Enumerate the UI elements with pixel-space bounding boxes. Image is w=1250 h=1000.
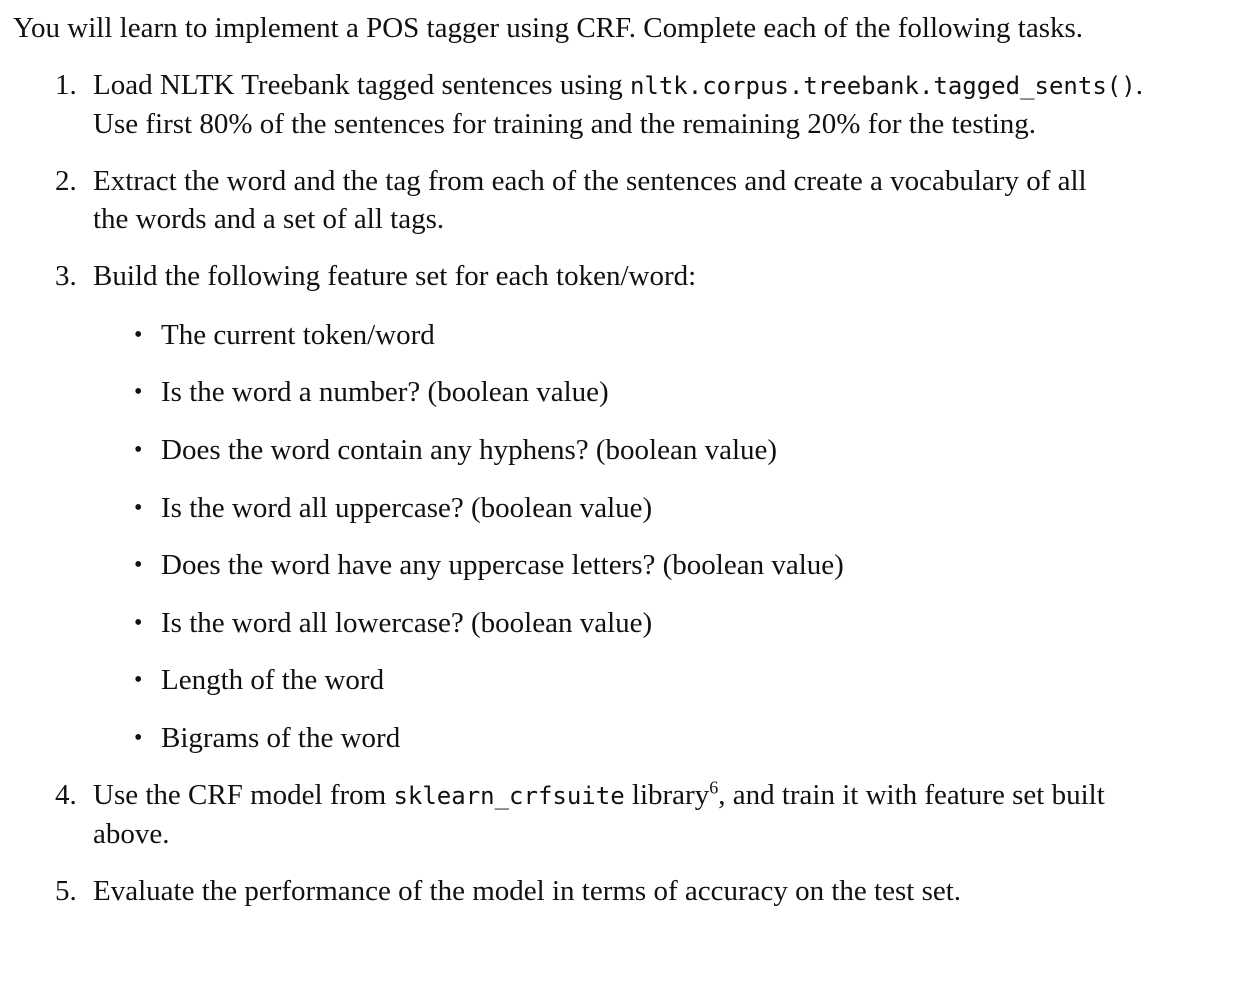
- task-4-code: sklearn_crfsuite: [393, 782, 625, 810]
- task-4-number: 4.: [55, 779, 77, 811]
- bullet-icon: •: [134, 610, 143, 636]
- footnote-marker[interactable]: 6: [709, 777, 719, 798]
- task-2-number: 2.: [55, 165, 77, 197]
- task-1-text: Load NLTK Treebank tagged sentences using: [93, 69, 630, 101]
- task-4-line-1: [93, 776, 1105, 815]
- feature-item-8: Bigrams of the word: [161, 722, 401, 754]
- bullet-icon: •: [134, 322, 143, 348]
- feature-item-4: Is the word all uppercase? (boolean value): [161, 492, 653, 524]
- task-3-number: 3.: [55, 260, 77, 292]
- task-5-number: 5.: [55, 875, 77, 907]
- bullet-icon: •: [134, 552, 143, 578]
- feature-item-7: Length of the word: [161, 664, 385, 696]
- bullet-icon: •: [134, 437, 143, 463]
- task-4-text-end: , and train it with feature set built: [718, 779, 1105, 811]
- bullet-icon: •: [134, 667, 143, 693]
- task-1-code: nltk.corpus.treebank.tagged_sents(): [629, 72, 1136, 100]
- task-2-line-2: the words and a set of all tags.: [93, 203, 445, 235]
- feature-item-5: Does the word have any uppercase letters? (boolean value): [161, 549, 844, 581]
- task-1-line-1: [93, 66, 1143, 105]
- task-1-period: .: [1135, 69, 1143, 101]
- task-4-text: Use the CRF model from: [93, 779, 394, 811]
- bullet-icon: •: [134, 725, 143, 751]
- feature-item-1: The current token/word: [161, 319, 435, 351]
- task-1-line-2: Use first 80% of the sentences for training and the remaining 20% for the testing.: [93, 108, 1037, 140]
- task-1-number: 1.: [55, 69, 77, 101]
- feature-item-3: Does the word contain any hyphens? (boolean value): [161, 434, 778, 466]
- feature-item-2: Is the word a number? (boolean value): [161, 376, 609, 408]
- bullet-icon: •: [134, 379, 143, 405]
- feature-item-6: Is the word all lowercase? (boolean value): [161, 607, 653, 639]
- task-4-line-2: above.: [93, 818, 170, 850]
- task-2-line-1: Extract the word and the tag from each of the sentences and create a vocabulary of all: [93, 165, 1087, 197]
- task-5-line-1: Evaluate the performance of the model in terms of accuracy on the test set.: [93, 875, 962, 907]
- intro-paragraph: You will learn to implement a POS tagger using CRF. Complete each of the following tasks.: [13, 12, 1084, 44]
- task-3-line-1: Build the following feature set for each token/word:: [93, 260, 697, 292]
- bullet-icon: •: [134, 495, 143, 521]
- task-4-library-text: library: [624, 779, 710, 811]
